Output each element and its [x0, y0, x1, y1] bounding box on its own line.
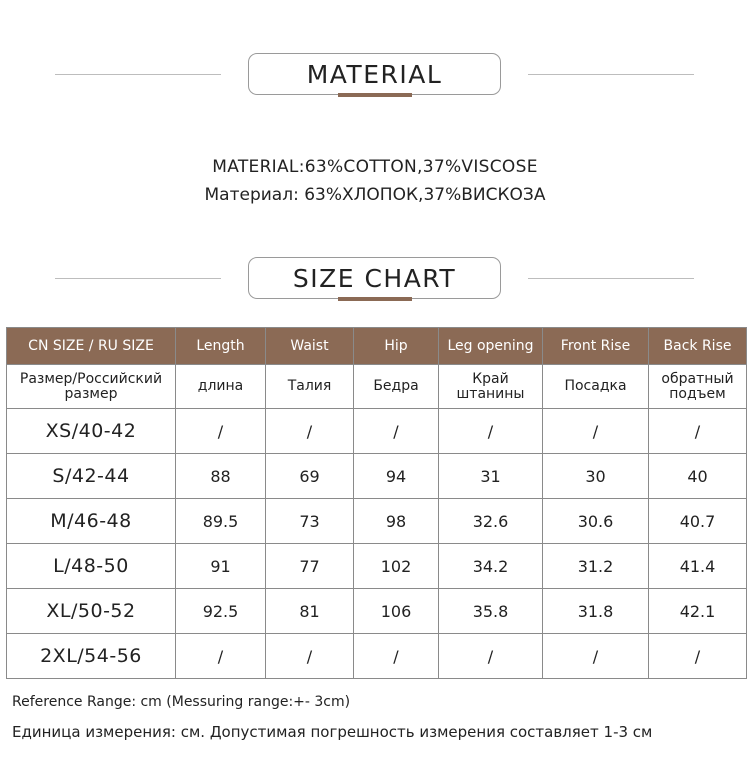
size-cell: XS/40-42 — [7, 409, 176, 454]
hip-cell: 106 — [354, 589, 439, 634]
material-title: MATERIAL — [248, 53, 501, 95]
size-cell: S/42-44 — [7, 454, 176, 499]
header-size: CN SIZE / RU SIZE — [7, 328, 176, 365]
material-composition-en: MATERIAL:63%COTTON,37%VISCOSE — [212, 157, 538, 177]
size-chart-title: SIZE CHART — [248, 257, 501, 299]
table-header-row-en — [7, 328, 747, 365]
back-rise-cell: 40 — [649, 454, 747, 499]
size-chart-section-header — [0, 257, 750, 301]
material-section-header — [0, 53, 750, 97]
header-leg-opening-ru: Край штанины — [439, 365, 543, 409]
header-length: Length — [176, 328, 266, 365]
table-header-row-ru — [7, 365, 747, 409]
length-cell: 88 — [176, 454, 266, 499]
title-underline-accent — [338, 297, 412, 301]
leg-opening-cell: 31 — [439, 454, 543, 499]
table-row — [7, 544, 747, 589]
divider-line-left — [55, 278, 221, 279]
back-rise-cell: / — [649, 634, 747, 679]
length-cell: / — [176, 409, 266, 454]
header-length-ru: длина — [176, 365, 266, 409]
front-rise-cell: 30 — [543, 454, 649, 499]
size-chart-table — [6, 327, 747, 679]
divider-line-left — [55, 74, 221, 75]
waist-cell: / — [266, 409, 354, 454]
front-rise-cell: / — [543, 409, 649, 454]
front-rise-cell: 31.2 — [543, 544, 649, 589]
leg-opening-cell: 35.8 — [439, 589, 543, 634]
hip-cell: 94 — [354, 454, 439, 499]
back-rise-cell: 42.1 — [649, 589, 747, 634]
length-cell: 92.5 — [176, 589, 266, 634]
leg-opening-cell: 32.6 — [439, 499, 543, 544]
back-rise-cell: 40.7 — [649, 499, 747, 544]
length-cell: / — [176, 634, 266, 679]
header-back-rise: Back Rise — [649, 328, 747, 365]
table-row — [7, 499, 747, 544]
size-cell: 2XL/54-56 — [7, 634, 176, 679]
header-front-rise-ru: Посадка — [543, 365, 649, 409]
table-row — [7, 634, 747, 679]
reference-range-note-ru: Единица измерения: см. Допустимая погрешность измерения составляет 1-3 см — [12, 723, 653, 741]
divider-line-right — [528, 278, 694, 279]
waist-cell: 77 — [266, 544, 354, 589]
divider-line-right — [528, 74, 694, 75]
header-hip: Hip — [354, 328, 439, 365]
header-waist: Waist — [266, 328, 354, 365]
reference-range-note-en: Reference Range: cm (Messuring range:+- 3cm) — [12, 694, 351, 710]
front-rise-cell: 30.6 — [543, 499, 649, 544]
title-underline-accent — [338, 93, 412, 97]
hip-cell: / — [354, 634, 439, 679]
length-cell: 89.5 — [176, 499, 266, 544]
material-composition-ru: Материал: 63%ХЛОПОК,37%ВИСКОЗА — [204, 185, 546, 205]
leg-opening-cell: / — [439, 634, 543, 679]
size-cell: M/46-48 — [7, 499, 176, 544]
table-row — [7, 409, 747, 454]
back-rise-cell: / — [649, 409, 747, 454]
size-cell: XL/50-52 — [7, 589, 176, 634]
front-rise-cell: 31.8 — [543, 589, 649, 634]
waist-cell: / — [266, 634, 354, 679]
hip-cell: 98 — [354, 499, 439, 544]
back-rise-cell: 41.4 — [649, 544, 747, 589]
leg-opening-cell: / — [439, 409, 543, 454]
size-cell: L/48-50 — [7, 544, 176, 589]
leg-opening-cell: 34.2 — [439, 544, 543, 589]
hip-cell: 102 — [354, 544, 439, 589]
header-leg-opening: Leg opening — [439, 328, 543, 365]
header-size-ru: Размер/Российский размер — [7, 365, 176, 409]
length-cell: 91 — [176, 544, 266, 589]
header-waist-ru: Талия — [266, 365, 354, 409]
header-back-rise-ru: обратный подъем — [649, 365, 747, 409]
front-rise-cell: / — [543, 634, 649, 679]
header-front-rise: Front Rise — [543, 328, 649, 365]
hip-cell: / — [354, 409, 439, 454]
waist-cell: 81 — [266, 589, 354, 634]
table-row — [7, 589, 747, 634]
header-hip-ru: Бедра — [354, 365, 439, 409]
table-row — [7, 454, 747, 499]
waist-cell: 73 — [266, 499, 354, 544]
waist-cell: 69 — [266, 454, 354, 499]
